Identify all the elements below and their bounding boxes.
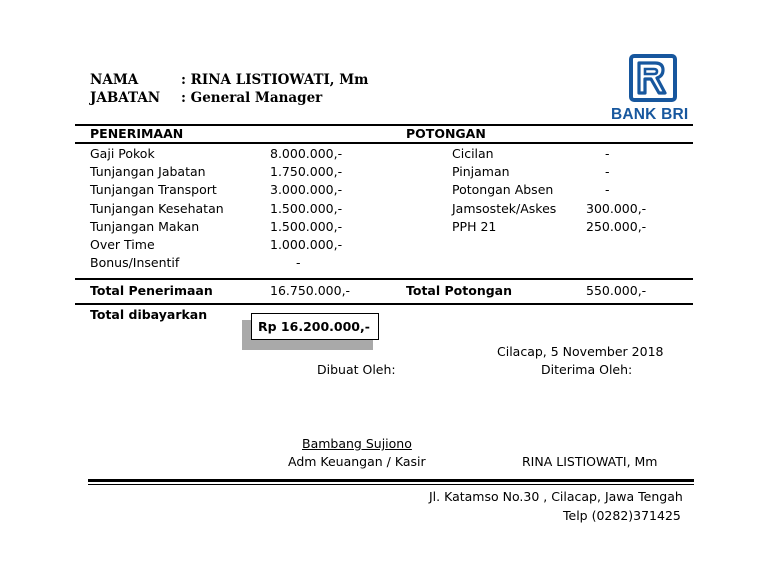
net-pay-label: Total dibayarkan: [90, 307, 208, 322]
income-label: Over Time: [90, 237, 155, 252]
income-amount: 1.750.000,-: [270, 164, 343, 179]
total-deductions-label: Total Potongan: [406, 283, 512, 298]
bank-bri-logo-text: BANK BRI: [611, 106, 689, 123]
made-by-label: Dibuat Oleh:: [317, 362, 396, 377]
income-label: Bonus/Insentif: [90, 255, 180, 270]
received-by-label: Diterima Oleh:: [541, 362, 633, 377]
deduction-amount: 250.000,-: [586, 219, 647, 234]
footer-address: Jl. Katamso No.30 , Cilacap, Jawa Tengah: [429, 489, 683, 504]
income-amount: 1.000.000,-: [270, 237, 343, 252]
deduction-amount: -: [605, 182, 610, 197]
income-label: Gaji Pokok: [90, 146, 155, 161]
income-label: Tunjangan Kesehatan: [90, 201, 224, 216]
deduction-label: Jamsostek/Askes: [452, 201, 557, 216]
footer-phone: Telp (0282)371425: [563, 508, 681, 523]
income-amount: -: [296, 255, 301, 270]
table-header-rule: [75, 142, 693, 144]
deduction-amount: 300.000,-: [586, 201, 647, 216]
income-amount: 1.500.000,-: [270, 219, 343, 234]
total-income-label: Total Penerimaan: [90, 283, 213, 298]
totals-top-rule: [75, 278, 693, 280]
income-label: Tunjangan Makan: [90, 219, 200, 234]
made-by-title: Adm Keuangan / Kasir: [288, 454, 426, 469]
position-label: JABATAN: [90, 90, 161, 106]
made-by-name: Bambang Sujiono: [302, 436, 412, 451]
position-value: : General Manager: [181, 90, 323, 106]
net-pay-value: Rp 16.200.000,-: [258, 319, 370, 334]
deduction-amount: -: [605, 146, 610, 161]
total-deductions-value: 550.000,-: [586, 283, 647, 298]
name-value: : RINA LISTIOWATI, Mm: [181, 72, 369, 88]
name-label: NAMA: [90, 72, 139, 88]
deduction-amount: -: [605, 164, 610, 179]
income-amount: 3.000.000,-: [270, 182, 343, 197]
income-amount: 8.000.000,-: [270, 146, 343, 161]
deduction-label: Cicilan: [452, 146, 494, 161]
income-amount: 1.500.000,-: [270, 201, 343, 216]
total-income-value: 16.750.000,-: [270, 283, 351, 298]
deduction-label: PPH 21: [452, 219, 497, 234]
bri-logo-icon: [629, 54, 677, 102]
footer-rule-thin: [88, 484, 694, 485]
deduction-label: Potongan Absen: [452, 182, 554, 197]
income-heading: PENERIMAAN: [90, 126, 184, 141]
deductions-heading: POTONGAN: [406, 126, 486, 141]
footer-rule-thick: [88, 479, 694, 482]
received-by-name: RINA LISTIOWATI, Mm: [522, 454, 658, 469]
deduction-label: Pinjaman: [452, 164, 510, 179]
place-date: Cilacap, 5 November 2018: [497, 344, 664, 359]
income-label: Tunjangan Jabatan: [90, 164, 206, 179]
income-label: Tunjangan Transport: [90, 182, 217, 197]
totals-bottom-rule: [75, 303, 693, 305]
